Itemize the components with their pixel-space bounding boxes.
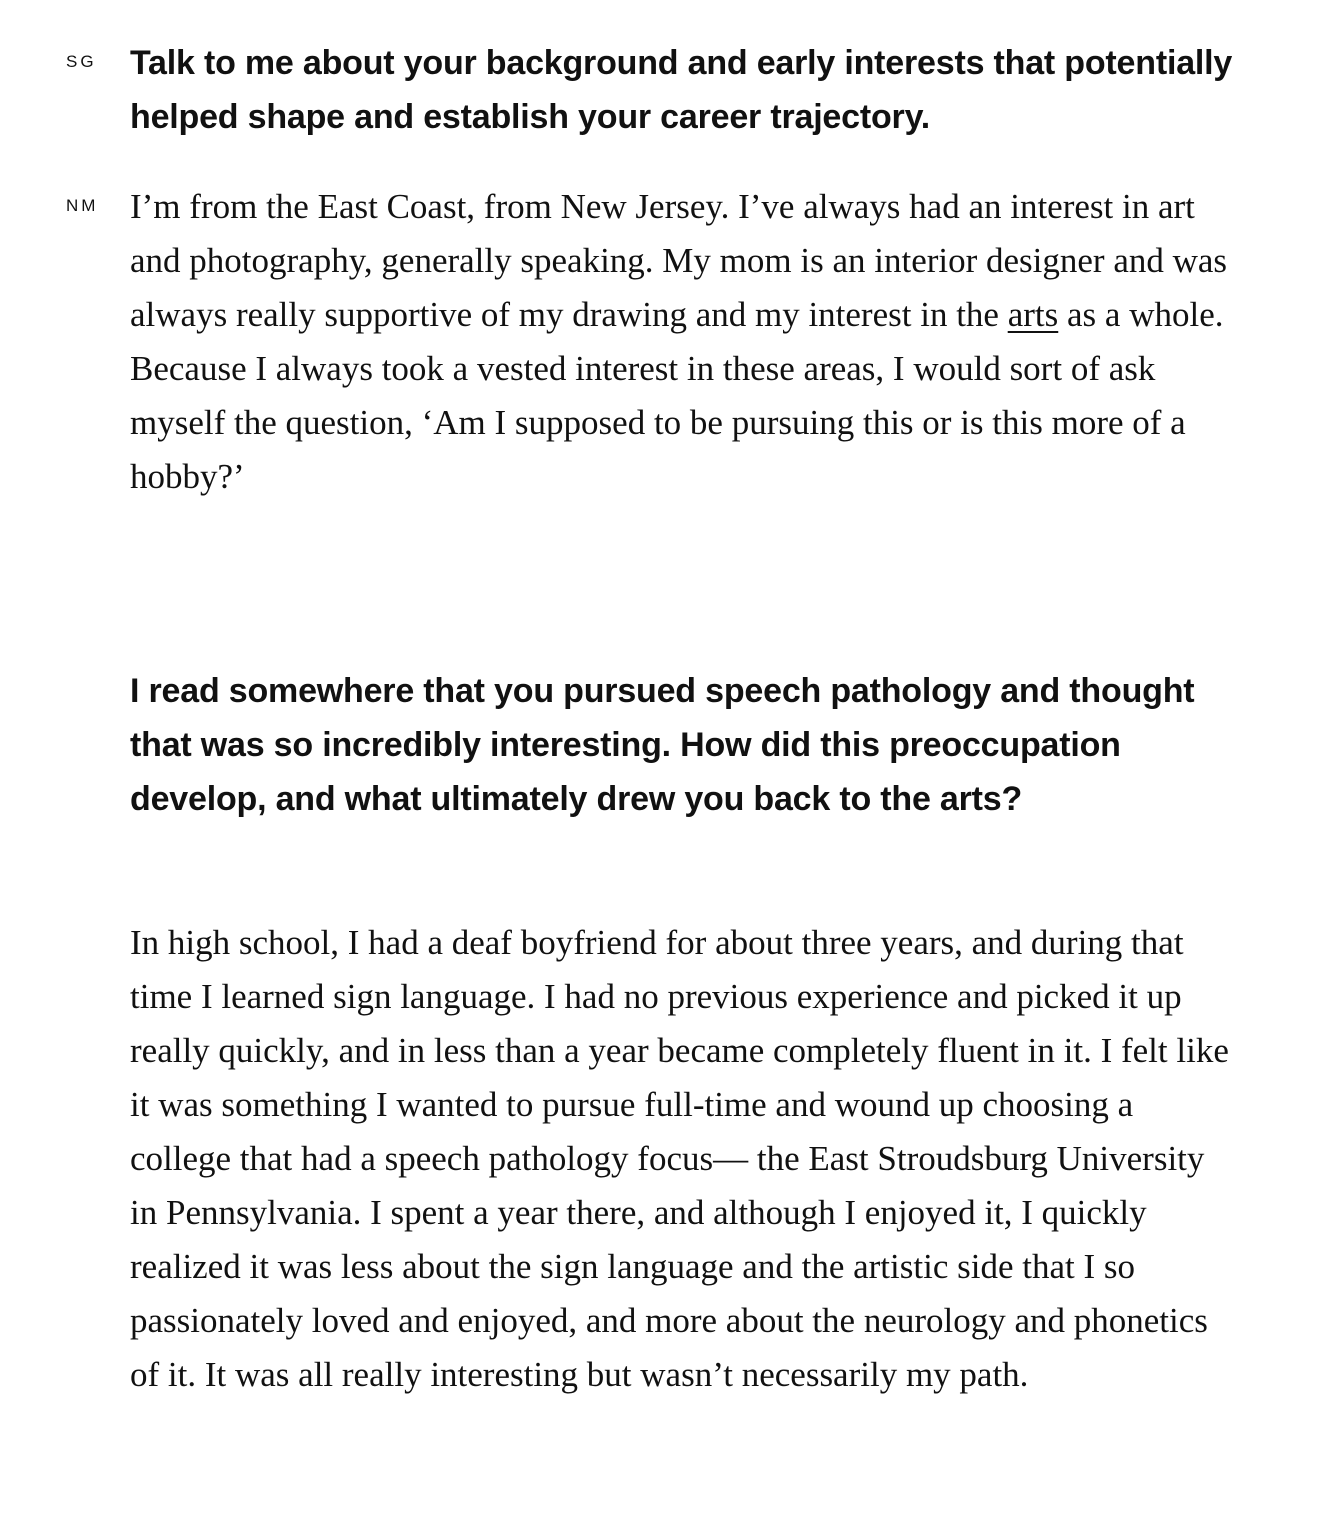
answer-text-part: I’m from the East Coast, from New Jersey. I’ve always had an interest in art and photography, generally speaking. My mom is an interior designer and was always really supportive of my drawing and my interest in the [130,187,1228,334]
question-text: Talk to me about your background and early interests that potentially helped shape and establish your career trajectory. [130,44,1233,136]
answer-text-part: as a whole. Because I always took a vested interest in these areas, I would sort of ask myself the question, ‘Am I supposed to be pursuing this or is this more of a hobby?’ [130,295,1224,496]
answer-text: In high school, I had a deaf boyfriend for about three years, and during that time I learned sign language. I had no previous experience and picked it up really quickly, and in less than a year became completely fluent in it. I felt like it was something I wanted to pursue full-time and wound up choosing a college that had a speech pathology focus— the East Stroudsburg University in Pennsylvania. I spent a year there, and although I enjoyed it, I quickly realized it was less about the sign language and the artistic side that I so passionately loved and enjoyed, and more about the neurology and phonetics of it. It was all really interesting but wasn’t necessarily my path. [130,923,1229,1394]
answer-text [130,180,1240,504]
question-text: I read somewhere that you pursued speech pathology and thought that was so incredibly interesting. How did this preoccupation develop, and what ultimately drew you back to the arts? [130,672,1195,818]
speaker-initials-interviewer: SG [66,52,97,71]
arts-link[interactable]: arts [1007,295,1059,334]
speaker-initials-interviewee: NM [66,196,99,215]
